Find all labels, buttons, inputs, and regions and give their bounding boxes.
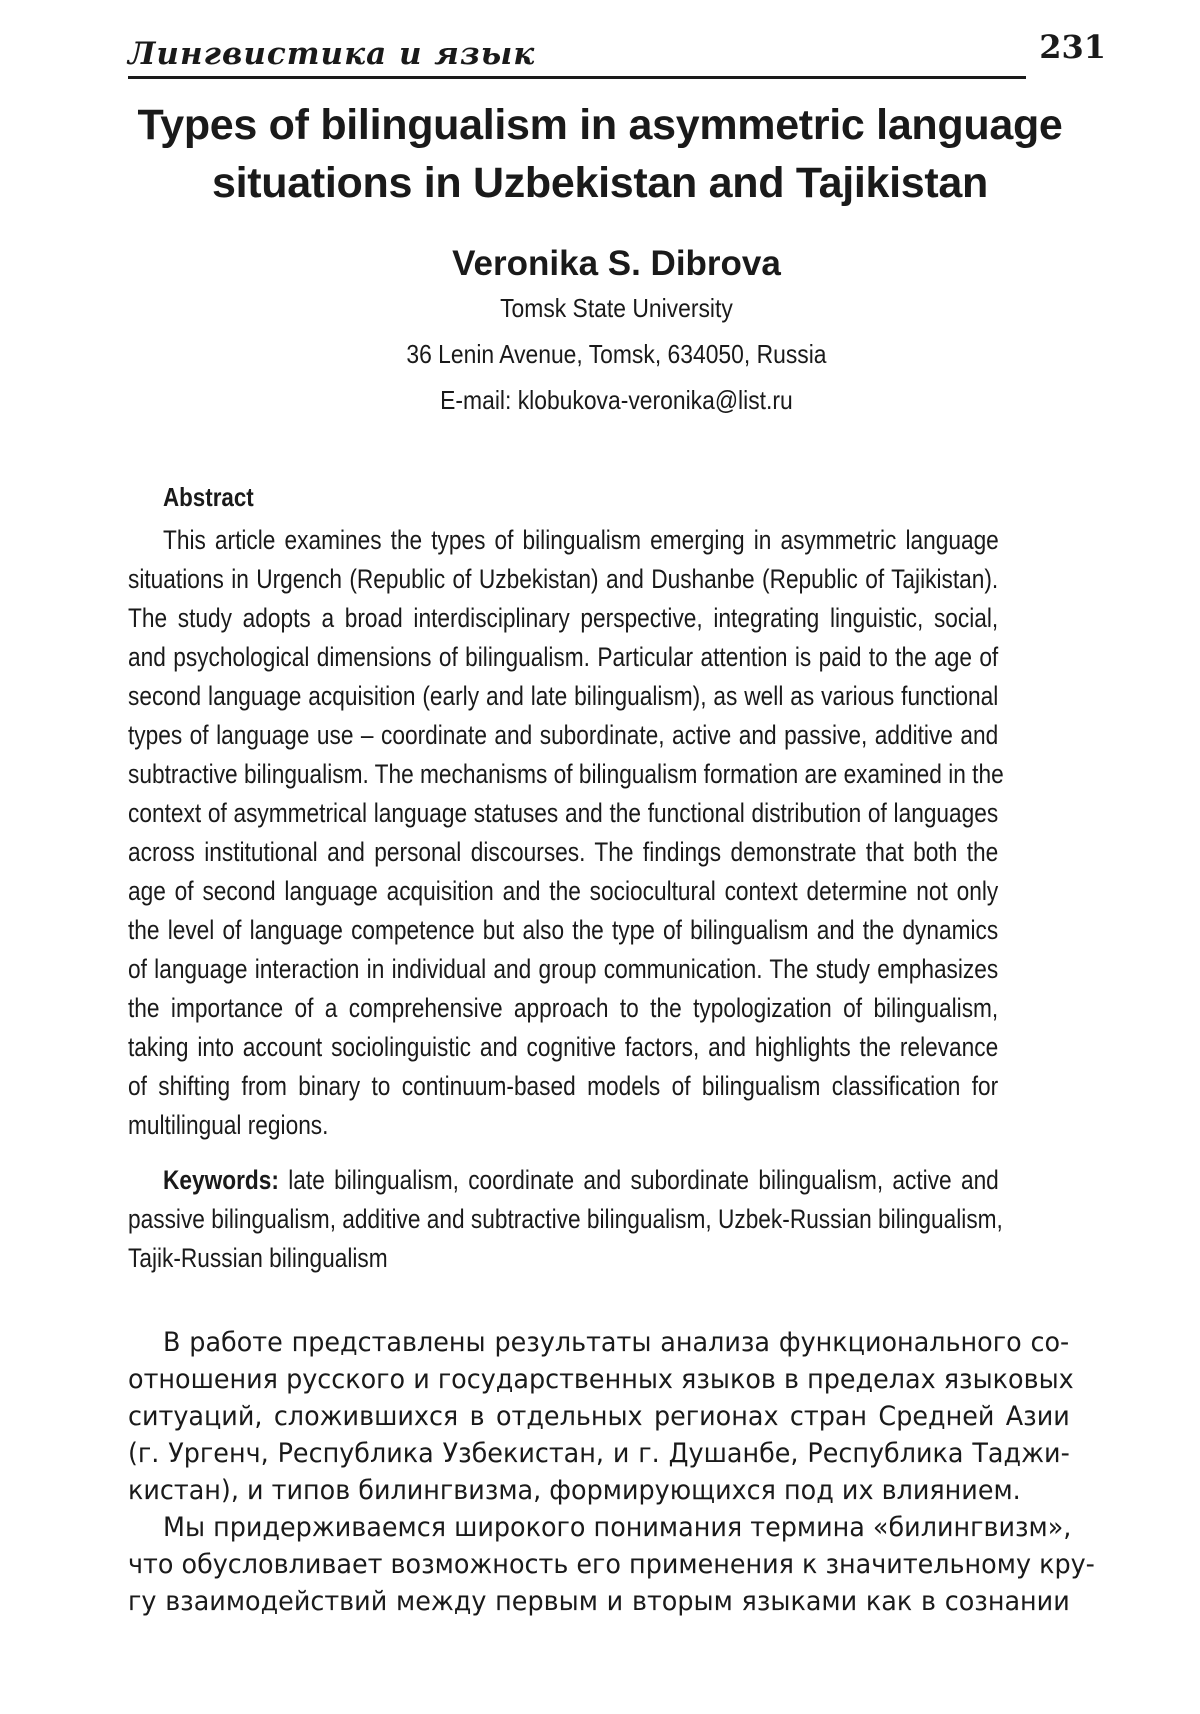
affiliation-institution: Tomsk State University: [500, 293, 733, 323]
abstract-line: age of second language acquisition and the sociocultural context determine not only: [128, 876, 999, 906]
abstract-line: of language interaction in individual and group communication. The study emphasizes: [128, 954, 999, 984]
keywords-line: Tajik-Russian bilingualism: [128, 1243, 388, 1273]
header-rule: [128, 76, 1026, 79]
abstract-line: taking into account sociolinguistic and cognitive factors, and highlights the relevance: [128, 1032, 999, 1062]
keywords-line: passive bilingualism, additive and subtractive bilingualism, Uzbek-Russian bilingualism,: [128, 1204, 1003, 1234]
abstract-line: The study adopts a broad interdisciplinary perspective, integrating linguistic, social,: [128, 603, 999, 633]
body-line: (г. Ургенч, Республика Узбекистан, и г. Душанбе, Республика Таджи-: [128, 1438, 1070, 1469]
author-name: Veronika S. Dibrova: [452, 244, 781, 283]
abstract-line: subtractive bilingualism. The mechanisms of bilingualism formation are examined in the: [128, 759, 1004, 789]
title-line: situations in Uzbekistan and Tajikistan: [212, 159, 988, 207]
page-number: 231: [1039, 28, 1106, 66]
body-line: ситуаций, сложившихся в отдельных регионах стран Средней Азии: [128, 1401, 1070, 1432]
abstract-line: multilingual regions.: [128, 1110, 329, 1140]
article-title: [80, 96, 1120, 212]
abstract-line: the importance of a comprehensive approach to the typologization of bilingualism,: [128, 993, 999, 1023]
abstract-line: second language acquisition (early and late bilingualism), as well as various functional: [128, 681, 999, 711]
abstract-line: across institutional and personal discourses. The findings demonstrate that both the: [128, 837, 999, 867]
keywords-text: late bilingualism, coordinate and subordinate bilingualism, active and: [278, 1165, 999, 1195]
keywords-label: Keywords:: [163, 1165, 279, 1195]
abstract-line: context of asymmetrical language statuses and the functional distribution of languages: [128, 798, 999, 828]
running-head: [128, 28, 1106, 78]
affiliation-email: E-mail: klobukova-veronika@list.ru: [440, 385, 793, 415]
abstract-line: This article examines the types of bilingualism emerging in asymmetric language: [163, 525, 999, 555]
abstract-line: types of language use – coordinate and subordinate, active and passive, additive and: [128, 720, 999, 750]
body-line: В работе представлены результаты анализа функционального со-: [163, 1327, 1070, 1358]
body-line: что обусловливает возможность его применения к значительному кру-: [128, 1549, 1095, 1580]
affiliation-address: 36 Lenin Avenue, Tomsk, 634050, Russia: [406, 339, 827, 369]
title-line: Types of bilingualism in asymmetric language: [137, 101, 1063, 149]
body-line: отношения русского и государственных языков в пределах языковых: [128, 1364, 1074, 1395]
body-line: кистан), и типов билингвизма, формирующихся под их влиянием.: [128, 1475, 1021, 1506]
abstract-line: situations in Urgench (Republic of Uzbekistan) and Dushanbe (Republic of Tajikistan).: [128, 564, 999, 594]
abstract-heading: Abstract: [163, 482, 254, 512]
keywords-line: [163, 1163, 999, 1197]
abstract-line: of shifting from binary to continuum-based models of bilingualism classification for: [128, 1071, 999, 1101]
body-line: гу взаимодействий между первым и вторым языками как в сознании: [128, 1586, 1070, 1617]
section-name: Лингвистика и язык: [128, 36, 536, 72]
abstract-line: and psychological dimensions of bilingualism. Particular attention is paid to the age of: [128, 642, 999, 672]
abstract-line: the level of language competence but also the type of bilingualism and the dynamics: [128, 915, 999, 945]
body-line: Мы придерживаемся широкого понимания термина «билингвизм»,: [163, 1512, 1072, 1543]
